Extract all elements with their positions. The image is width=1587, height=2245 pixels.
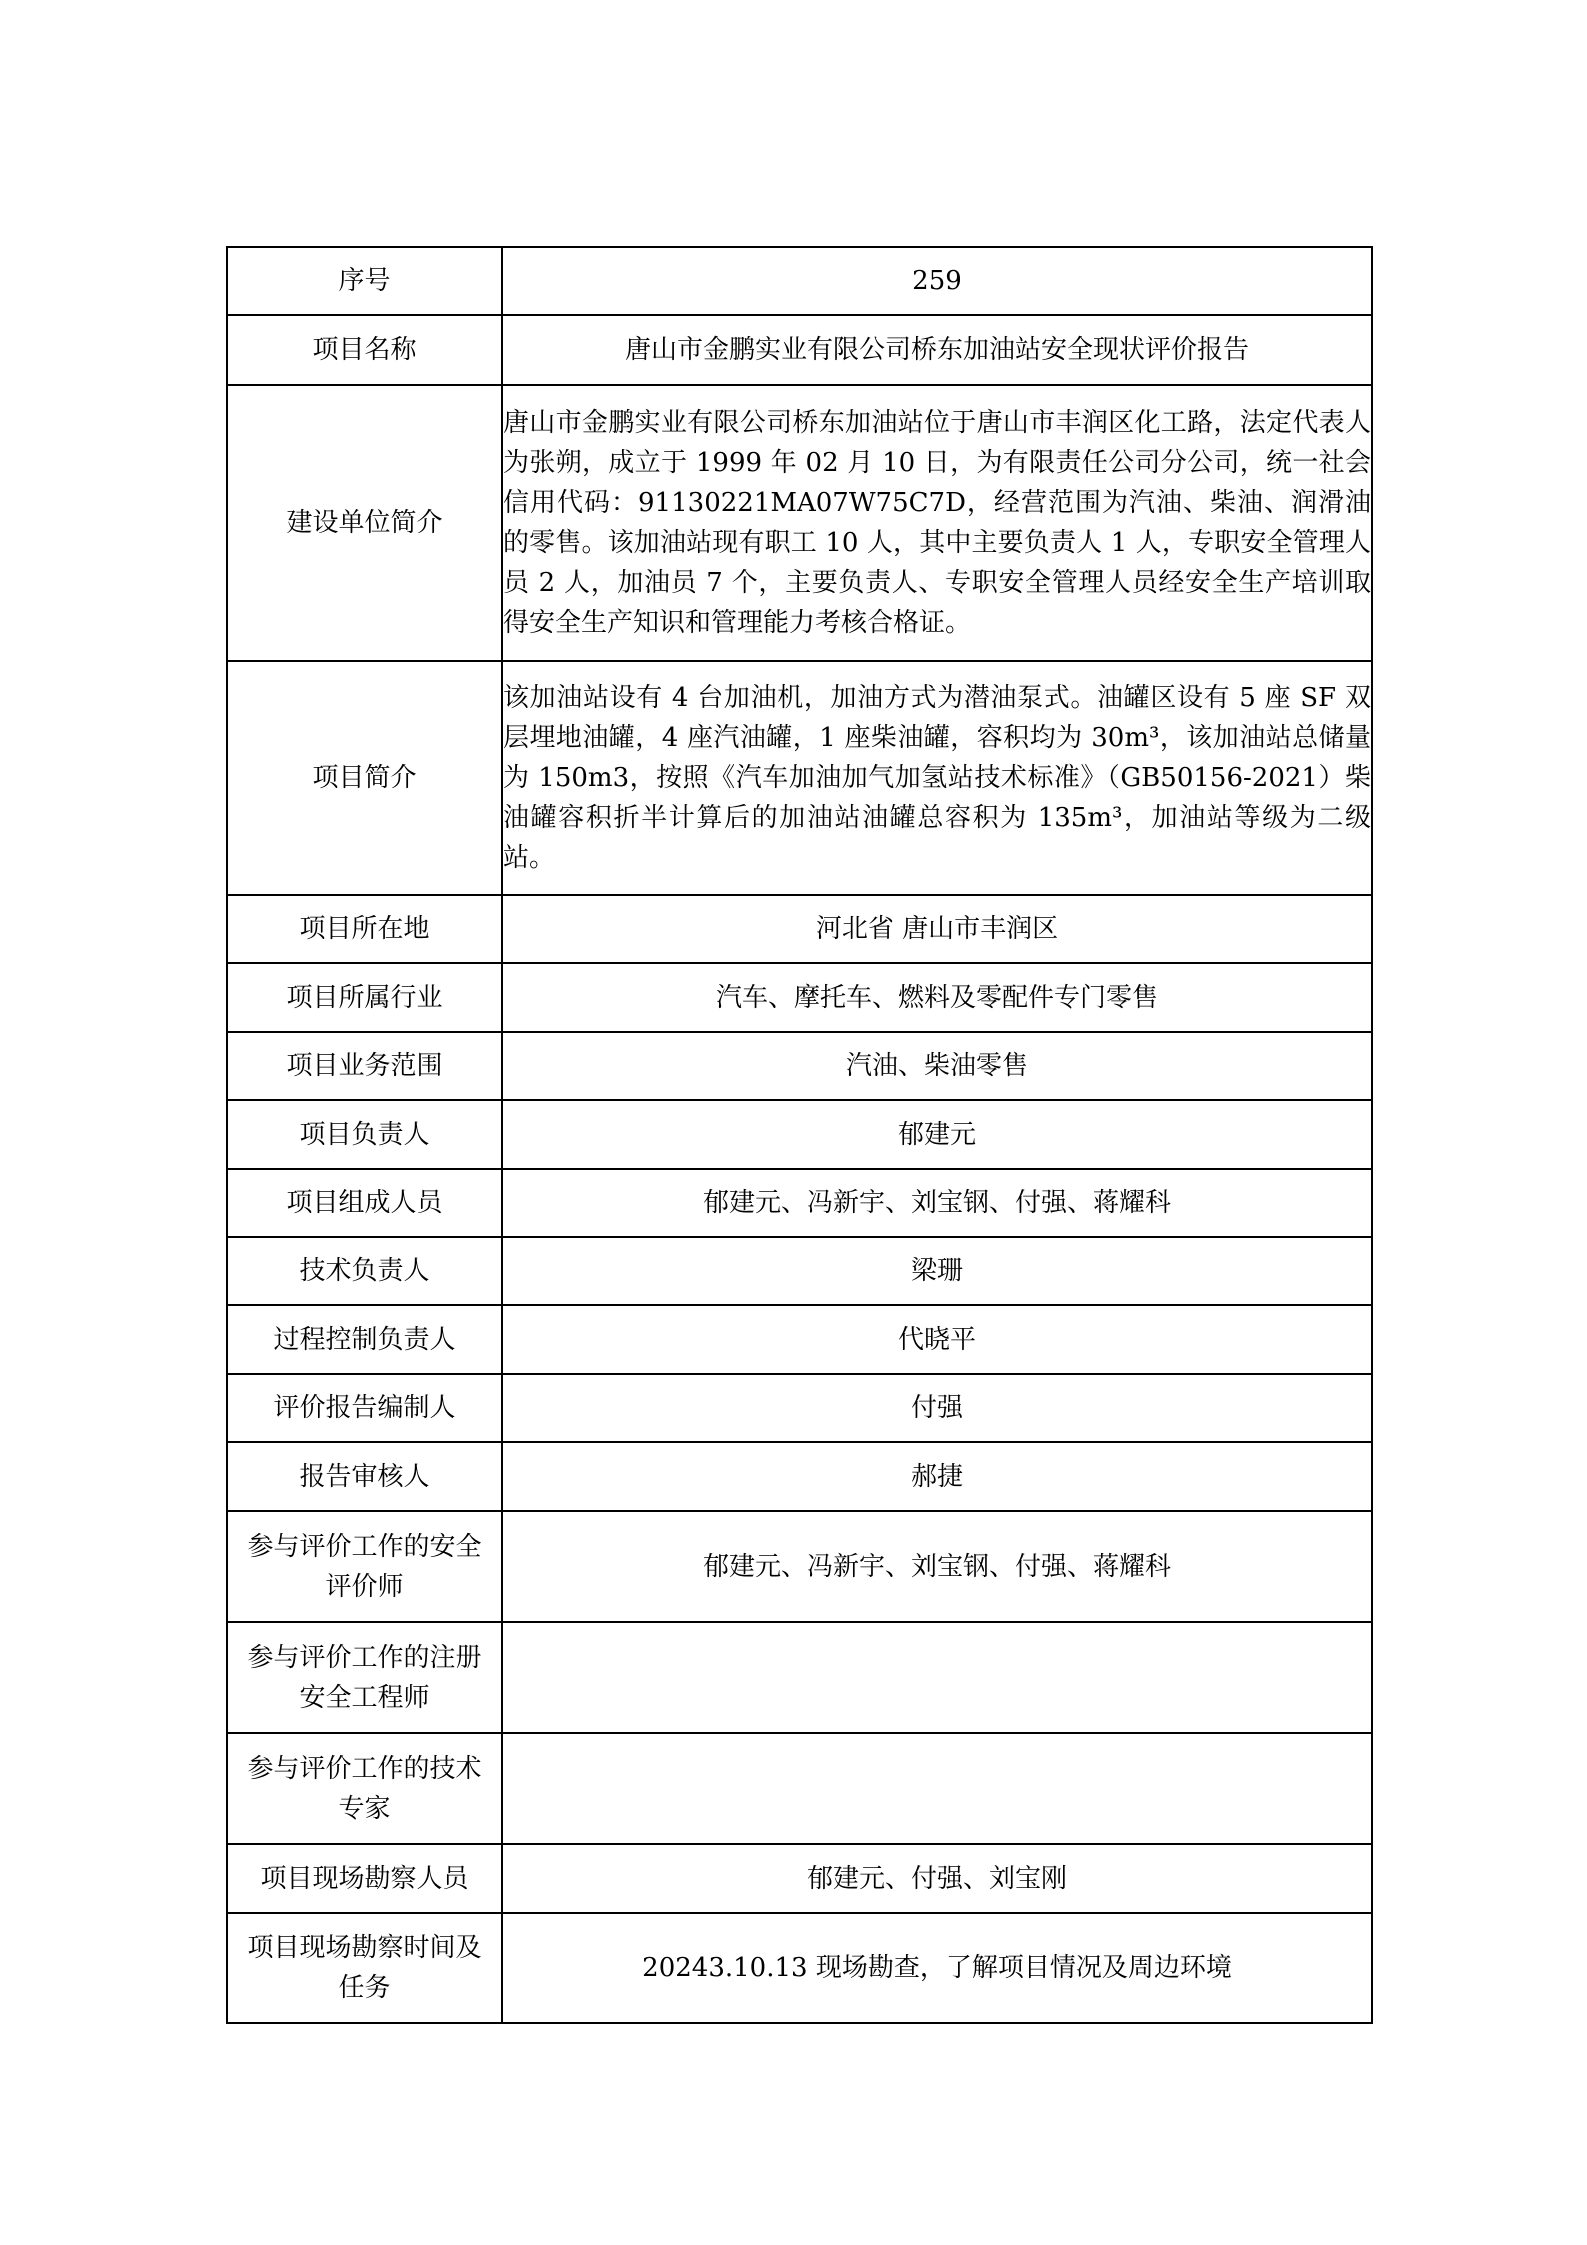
table-row xyxy=(227,1100,1372,1169)
row-label: 序号 xyxy=(227,247,502,315)
row-value xyxy=(502,1622,1372,1733)
row-value xyxy=(502,1733,1372,1844)
row-label: 项目组成人员 xyxy=(227,1169,502,1237)
table-row xyxy=(227,895,1372,963)
table-row xyxy=(227,1622,1372,1733)
table-row xyxy=(227,247,1372,315)
row-value: 郁建元、冯新宇、刘宝钢、付强、蒋耀科 xyxy=(502,1511,1372,1622)
row-value: 代晓平 xyxy=(502,1305,1372,1374)
row-label xyxy=(227,1622,502,1733)
row-value: 20243.10.13 现场勘查，了解项目情况及周边环境 xyxy=(502,1913,1372,2023)
row-label: 过程控制负责人 xyxy=(227,1305,502,1374)
row-value: 汽车、摩托车、燃料及零配件专门零售 xyxy=(502,963,1372,1032)
table-row xyxy=(227,1374,1372,1442)
row-label-text: 参与评价工作的注册 安全工程师 xyxy=(247,1642,482,1713)
row-label: 建设单位简介 xyxy=(227,385,502,661)
table-row xyxy=(227,1844,1372,1913)
row-value: 汽油、柴油零售 xyxy=(502,1032,1372,1100)
table-row xyxy=(227,1237,1372,1305)
row-label: 项目所属行业 xyxy=(227,963,502,1032)
row-label: 项目负责人 xyxy=(227,1100,502,1169)
table-row xyxy=(227,1913,1372,2023)
table-row xyxy=(227,1511,1372,1622)
row-value: 唐山市金鹏实业有限公司桥东加油站安全现状评价报告 xyxy=(502,315,1372,385)
row-label xyxy=(227,1913,502,2023)
row-label: 项目业务范围 xyxy=(227,1032,502,1100)
table-row xyxy=(227,315,1372,385)
row-label: 项目现场勘察人员 xyxy=(227,1844,502,1913)
table-row xyxy=(227,1733,1372,1844)
row-value: 梁珊 xyxy=(502,1237,1372,1305)
row-value: 郁建元、付强、刘宝刚 xyxy=(502,1844,1372,1913)
row-label: 项目所在地 xyxy=(227,895,502,963)
row-value: 郁建元 xyxy=(502,1100,1372,1169)
table-row xyxy=(227,1442,1372,1511)
row-label-text: 项目现场勘察时间及 任务 xyxy=(247,1933,482,2003)
row-label: 项目简介 xyxy=(227,661,502,895)
table-row xyxy=(227,385,1372,661)
row-label xyxy=(227,1733,502,1844)
row-value: 该加油站设有 4 台加油机，加油方式为潜油泵式。油罐区设有 5 座 SF 双层埋地油罐，4 座汽油罐，1 座柴油罐，容积均为 30m³，该加油站总储量为 150m3，按照《汽车加油加气加氢站技术标准》（GB50156-2021）柴油罐容积折半计算后的加油站油罐总容积为 135m³，加油站等级为二级站。 xyxy=(502,661,1372,895)
row-value: 付强 xyxy=(502,1374,1372,1442)
row-value: 河北省 唐山市丰润区 xyxy=(502,895,1372,963)
row-label-text: 参与评价工作的技术 专家 xyxy=(247,1753,482,1824)
row-label: 技术负责人 xyxy=(227,1237,502,1305)
row-label: 报告审核人 xyxy=(227,1442,502,1511)
table-row xyxy=(227,661,1372,895)
project-info-table xyxy=(226,246,1373,2024)
row-value: 郁建元、冯新宇、刘宝钢、付强、蒋耀科 xyxy=(502,1169,1372,1237)
row-label xyxy=(227,1511,502,1622)
row-value: 唐山市金鹏实业有限公司桥东加油站位于唐山市丰润区化工路，法定代表人为张朔，成立于 1999 年 02 月 10 日，为有限责任公司分公司，统一社会信用代码：91130221MA07W75C7D，经营范围为汽油、柴油、润滑油的零售。该加油站现有职工 10 人，其中主要负责人 1 人，专职安全管理人员 2 人，加油员 7 个，主要负责人、专职安全管理人员经安全生产培训取得安全生产知识和管理能力考核合格证。 xyxy=(502,385,1372,661)
row-value: 259 xyxy=(502,247,1372,315)
row-value: 郝捷 xyxy=(502,1442,1372,1511)
row-label: 项目名称 xyxy=(227,315,502,385)
table-row xyxy=(227,963,1372,1032)
table-row xyxy=(227,1305,1372,1374)
row-label: 评价报告编制人 xyxy=(227,1374,502,1442)
table-row xyxy=(227,1032,1372,1100)
row-label-text: 参与评价工作的安全 评价师 xyxy=(247,1531,482,1602)
table-row xyxy=(227,1169,1372,1237)
